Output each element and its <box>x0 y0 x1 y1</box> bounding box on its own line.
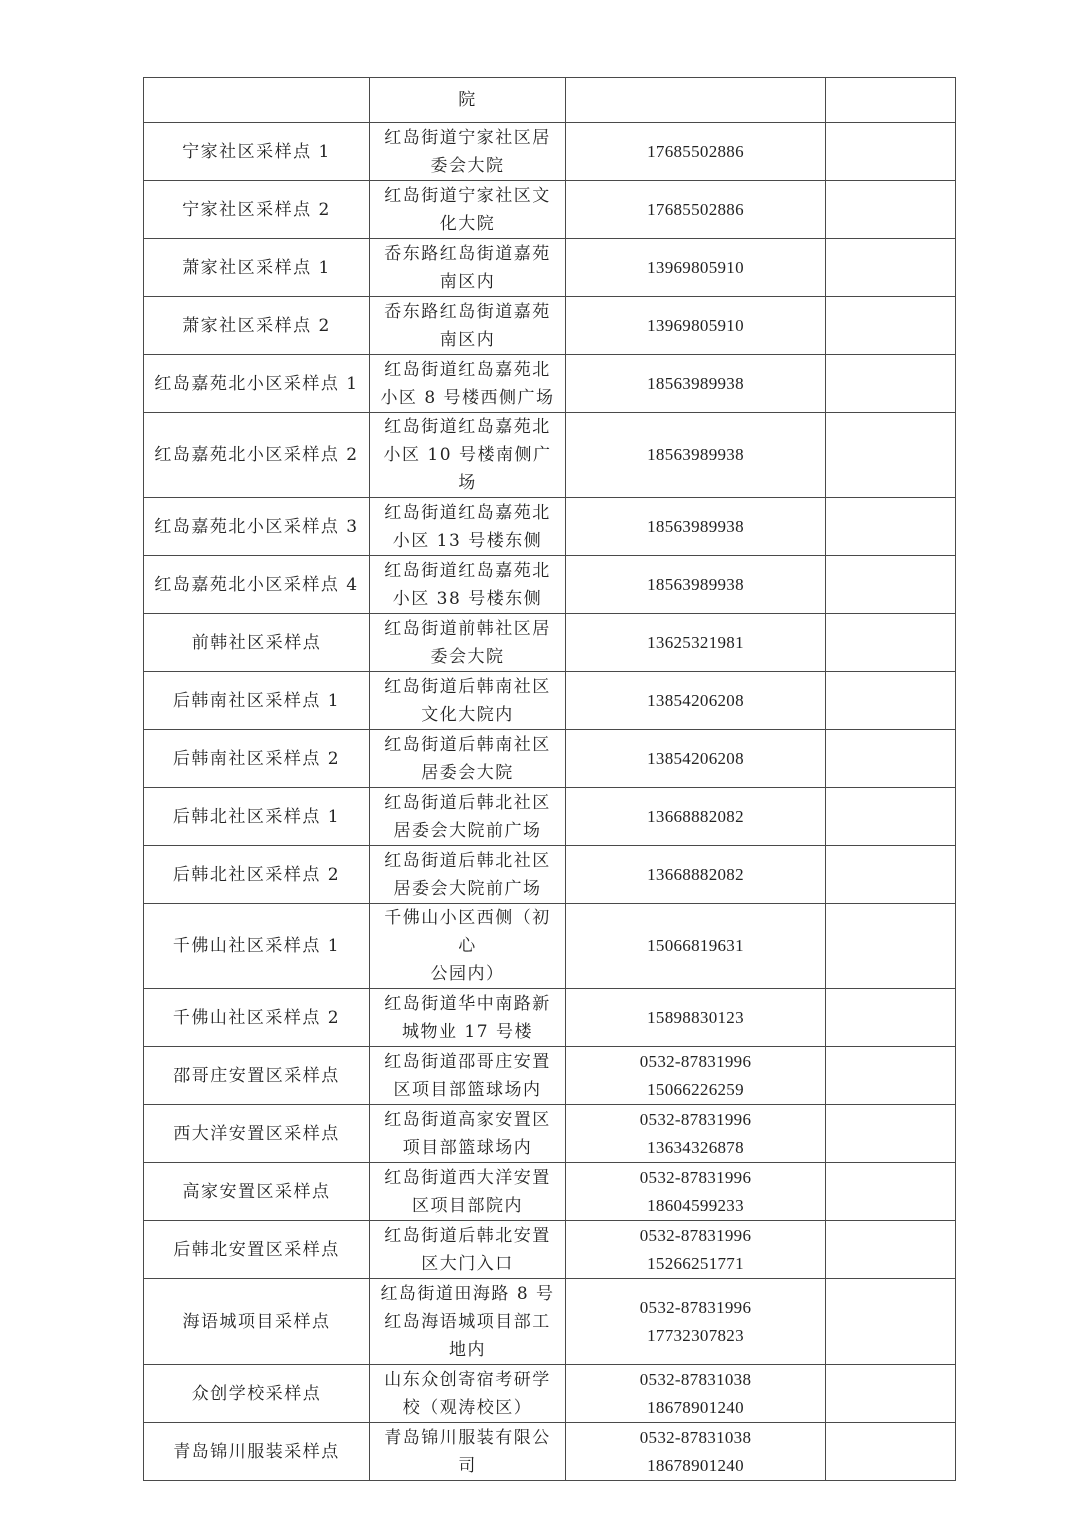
contact-phone-cell <box>566 730 826 788</box>
remark-cell <box>826 730 956 788</box>
remark-cell <box>826 413 956 498</box>
address-line: 红岛街道宁家社区文 <box>384 185 551 206</box>
phone-number: 17732307823 <box>647 1325 744 1345</box>
phone-number: 18563989938 <box>647 445 744 464</box>
table-body <box>144 78 956 1481</box>
address-line: 山东众创寄宿考研学 <box>384 1369 551 1390</box>
address-line: 公园内） <box>430 964 505 984</box>
table-row <box>144 1047 956 1105</box>
site-name-cell: 千佛山社区采样点 2 <box>144 989 370 1047</box>
remark-cell <box>826 1221 956 1279</box>
contact-phone-cell <box>566 413 826 498</box>
contact-phone-cell <box>566 1423 826 1481</box>
address-line: 小区 8 号楼西侧广场 <box>380 387 555 408</box>
remark-cell <box>826 297 956 355</box>
address-line: 青岛锦川服装有限公 <box>384 1427 551 1448</box>
sampling-sites-table <box>143 77 956 1481</box>
site-address-cell <box>370 78 566 123</box>
site-address-cell <box>370 788 566 846</box>
site-name-cell: 红岛嘉苑北小区采样点 3 <box>144 498 370 556</box>
remark-cell <box>826 846 956 904</box>
site-address-cell <box>370 672 566 730</box>
phone-number: 13625321981 <box>647 632 744 652</box>
address-line: 红岛街道高家安置区 <box>384 1109 551 1130</box>
contact-phone-cell <box>566 788 826 846</box>
site-address-cell <box>370 1279 566 1365</box>
site-address-cell <box>370 1163 566 1221</box>
remark-cell <box>826 672 956 730</box>
site-address-cell <box>370 123 566 181</box>
table-row <box>144 239 956 297</box>
site-name-cell: 海语城项目采样点 <box>144 1279 370 1365</box>
table-row <box>144 355 956 413</box>
contact-phone-cell <box>566 181 826 239</box>
contact-phone-cell <box>566 1105 826 1163</box>
phone-number: 13969805910 <box>647 315 744 335</box>
address-line: 红岛街道红岛嘉苑北 <box>384 417 551 437</box>
address-line: 区项目部篮球场内 <box>393 1079 542 1100</box>
remark-cell <box>826 1047 956 1105</box>
site-name-cell: 西大洋安置区采样点 <box>144 1105 370 1163</box>
table-row <box>144 614 956 672</box>
site-name-cell: 红岛嘉苑北小区采样点 2 <box>144 413 370 498</box>
site-name-cell: 高家安置区采样点 <box>144 1163 370 1221</box>
phone-number: 0532-87831038 <box>639 1369 752 1389</box>
address-line: 委会大院 <box>430 155 505 176</box>
contact-phone-cell <box>566 78 826 123</box>
table-row <box>144 181 956 239</box>
phone-number: 15066819631 <box>647 936 744 955</box>
address-line: 岙东路红岛街道嘉苑 <box>384 243 551 264</box>
address-line: 红岛街道红岛嘉苑北 <box>384 502 551 523</box>
phone-number: 17685502886 <box>647 199 744 219</box>
address-line: 红岛海语城项目部工 <box>384 1311 551 1332</box>
site-name-cell: 后韩南社区采样点 2 <box>144 730 370 788</box>
phone-number: 0532-87831996 <box>639 1167 752 1187</box>
table-row <box>144 498 956 556</box>
address-line: 红岛街道后韩南社区 <box>384 734 551 755</box>
site-name-cell: 众创学校采样点 <box>144 1365 370 1423</box>
address-line: 南区内 <box>439 329 496 350</box>
address-line: 地内 <box>449 1339 486 1360</box>
remark-cell <box>826 788 956 846</box>
phone-number: 18563989938 <box>647 516 744 536</box>
phone-number: 13969805910 <box>647 257 744 277</box>
address-line: 红岛街道后韩北社区 <box>384 792 551 813</box>
remark-cell <box>826 355 956 413</box>
phone-number: 15898830123 <box>647 1007 744 1027</box>
phone-number: 18563989938 <box>647 373 744 393</box>
phone-number: 18604599233 <box>647 1195 744 1215</box>
site-address-cell <box>370 846 566 904</box>
site-name-cell: 青岛锦川服装采样点 <box>144 1423 370 1481</box>
phone-number: 17685502886 <box>647 141 744 161</box>
address-line: 红岛街道红岛嘉苑北 <box>384 560 551 581</box>
phone-number: 15266251771 <box>647 1253 744 1273</box>
contact-phone-cell <box>566 1279 826 1365</box>
site-name-cell: 前韩社区采样点 <box>144 614 370 672</box>
contact-phone-cell <box>566 1047 826 1105</box>
address-line: 城物业 17 号楼 <box>402 1021 533 1042</box>
remark-cell <box>826 239 956 297</box>
remark-cell <box>826 614 956 672</box>
site-name-cell: 邵哥庄安置区采样点 <box>144 1047 370 1105</box>
site-address-cell <box>370 297 566 355</box>
site-name-cell: 宁家社区采样点 1 <box>144 123 370 181</box>
table-row <box>144 730 956 788</box>
remark-cell <box>826 904 956 989</box>
phone-number: 13854206208 <box>647 690 744 710</box>
address-line: 红岛街道后韩北社区 <box>384 850 551 871</box>
contact-phone-cell <box>566 239 826 297</box>
site-address-cell <box>370 1047 566 1105</box>
site-name-cell: 后韩北社区采样点 2 <box>144 846 370 904</box>
document-page <box>143 77 955 1481</box>
phone-number: 13668882082 <box>647 806 744 826</box>
phone-number: 0532-87831996 <box>639 1109 752 1129</box>
phone-number: 13668882082 <box>647 864 744 884</box>
phone-number: 0532-87831038 <box>639 1427 752 1447</box>
phone-number: 15066226259 <box>647 1079 744 1099</box>
address-line: 区大门入口 <box>421 1253 514 1274</box>
remark-cell <box>826 1423 956 1481</box>
site-address-cell <box>370 239 566 297</box>
phone-number: 13634326878 <box>647 1137 744 1157</box>
table-row <box>144 413 956 498</box>
address-line: 项目部篮球场内 <box>402 1137 533 1158</box>
phone-number: 18678901240 <box>647 1455 744 1475</box>
phone-number: 18678901240 <box>647 1397 744 1417</box>
contact-phone-cell <box>566 904 826 989</box>
remark-cell <box>826 1365 956 1423</box>
address-line: 居委会大院前广场 <box>393 878 542 899</box>
contact-phone-cell <box>566 498 826 556</box>
address-line: 红岛街道宁家社区居 <box>384 127 551 148</box>
site-name-cell: 红岛嘉苑北小区采样点 4 <box>144 556 370 614</box>
remark-cell <box>826 123 956 181</box>
site-name-cell: 千佛山社区采样点 1 <box>144 904 370 989</box>
table-row <box>144 672 956 730</box>
table-row <box>144 788 956 846</box>
site-address-cell <box>370 556 566 614</box>
table-row <box>144 1423 956 1481</box>
phone-number: 13854206208 <box>647 748 744 768</box>
address-line: 岙东路红岛街道嘉苑 <box>384 301 551 322</box>
site-name-cell <box>144 78 370 123</box>
address-line: 居委会大院 <box>421 762 514 783</box>
address-line: 司 <box>458 1455 477 1476</box>
contact-phone-cell <box>566 614 826 672</box>
contact-phone-cell <box>566 846 826 904</box>
contact-phone-cell <box>566 1221 826 1279</box>
remark-cell <box>826 78 956 123</box>
table-row <box>144 556 956 614</box>
site-name-cell: 萧家社区采样点 1 <box>144 239 370 297</box>
address-line: 区项目部院内 <box>412 1195 523 1216</box>
table-row <box>144 989 956 1047</box>
address-line: 红岛街道田海路 8 号 <box>380 1283 555 1304</box>
contact-phone-cell <box>566 556 826 614</box>
address-line: 红岛街道后韩北安置 <box>384 1225 551 1246</box>
site-address-cell <box>370 1105 566 1163</box>
remark-cell <box>826 1163 956 1221</box>
contact-phone-cell <box>566 355 826 413</box>
address-line: 红岛街道西大洋安置 <box>384 1167 551 1188</box>
site-address-cell <box>370 1221 566 1279</box>
contact-phone-cell <box>566 1365 826 1423</box>
address-line: 校（观涛校区） <box>402 1397 533 1418</box>
site-name-cell: 宁家社区采样点 2 <box>144 181 370 239</box>
remark-cell <box>826 556 956 614</box>
address-line: 小区 38 号楼东侧 <box>392 588 543 609</box>
phone-number: 0532-87831996 <box>639 1225 752 1245</box>
contact-phone-cell <box>566 123 826 181</box>
remark-cell <box>826 1279 956 1365</box>
contact-phone-cell <box>566 672 826 730</box>
table-row <box>144 1221 956 1279</box>
table-row <box>144 297 956 355</box>
address-line: 红岛街道邵哥庄安置 <box>384 1051 551 1072</box>
table-row <box>144 123 956 181</box>
address-line: 千佛山小区西侧（初心 <box>384 908 551 956</box>
address-line: 委会大院 <box>430 646 505 667</box>
phone-number: 0532-87831996 <box>639 1297 752 1317</box>
address-line: 化大院 <box>439 213 496 234</box>
address-line: 红岛街道华中南路新 <box>384 993 551 1014</box>
site-address-cell <box>370 1423 566 1481</box>
remark-cell <box>826 989 956 1047</box>
site-name-cell: 红岛嘉苑北小区采样点 1 <box>144 355 370 413</box>
phone-number: 18563989938 <box>647 574 744 594</box>
address-line: 红岛街道红岛嘉苑北 <box>384 359 551 380</box>
remark-cell <box>826 181 956 239</box>
address-line: 南区内 <box>439 271 496 292</box>
site-address-cell <box>370 1365 566 1423</box>
remark-cell <box>826 498 956 556</box>
site-address-cell <box>370 904 566 989</box>
address-line: 院 <box>458 90 477 110</box>
table-row <box>144 904 956 989</box>
site-name-cell: 后韩北社区采样点 1 <box>144 788 370 846</box>
table-row <box>144 1105 956 1163</box>
address-line: 居委会大院前广场 <box>393 820 542 841</box>
address-line: 小区 10 号楼南侧广场 <box>383 445 552 493</box>
site-address-cell <box>370 413 566 498</box>
site-name-cell: 后韩北安置区采样点 <box>144 1221 370 1279</box>
site-address-cell <box>370 989 566 1047</box>
site-name-cell: 萧家社区采样点 2 <box>144 297 370 355</box>
phone-number: 0532-87831996 <box>639 1051 752 1071</box>
table-row <box>144 78 956 123</box>
address-line: 文化大院内 <box>421 704 514 725</box>
address-line: 红岛街道前韩社区居 <box>384 618 551 639</box>
site-address-cell <box>370 730 566 788</box>
contact-phone-cell <box>566 989 826 1047</box>
contact-phone-cell <box>566 297 826 355</box>
table-row <box>144 1279 956 1365</box>
table-row <box>144 1365 956 1423</box>
table-row <box>144 846 956 904</box>
address-line: 红岛街道后韩南社区 <box>384 676 551 697</box>
site-address-cell <box>370 181 566 239</box>
address-line: 小区 13 号楼东侧 <box>392 530 543 551</box>
site-address-cell <box>370 614 566 672</box>
contact-phone-cell <box>566 1163 826 1221</box>
remark-cell <box>826 1105 956 1163</box>
table-row <box>144 1163 956 1221</box>
site-address-cell <box>370 355 566 413</box>
site-address-cell <box>370 498 566 556</box>
site-name-cell: 后韩南社区采样点 1 <box>144 672 370 730</box>
